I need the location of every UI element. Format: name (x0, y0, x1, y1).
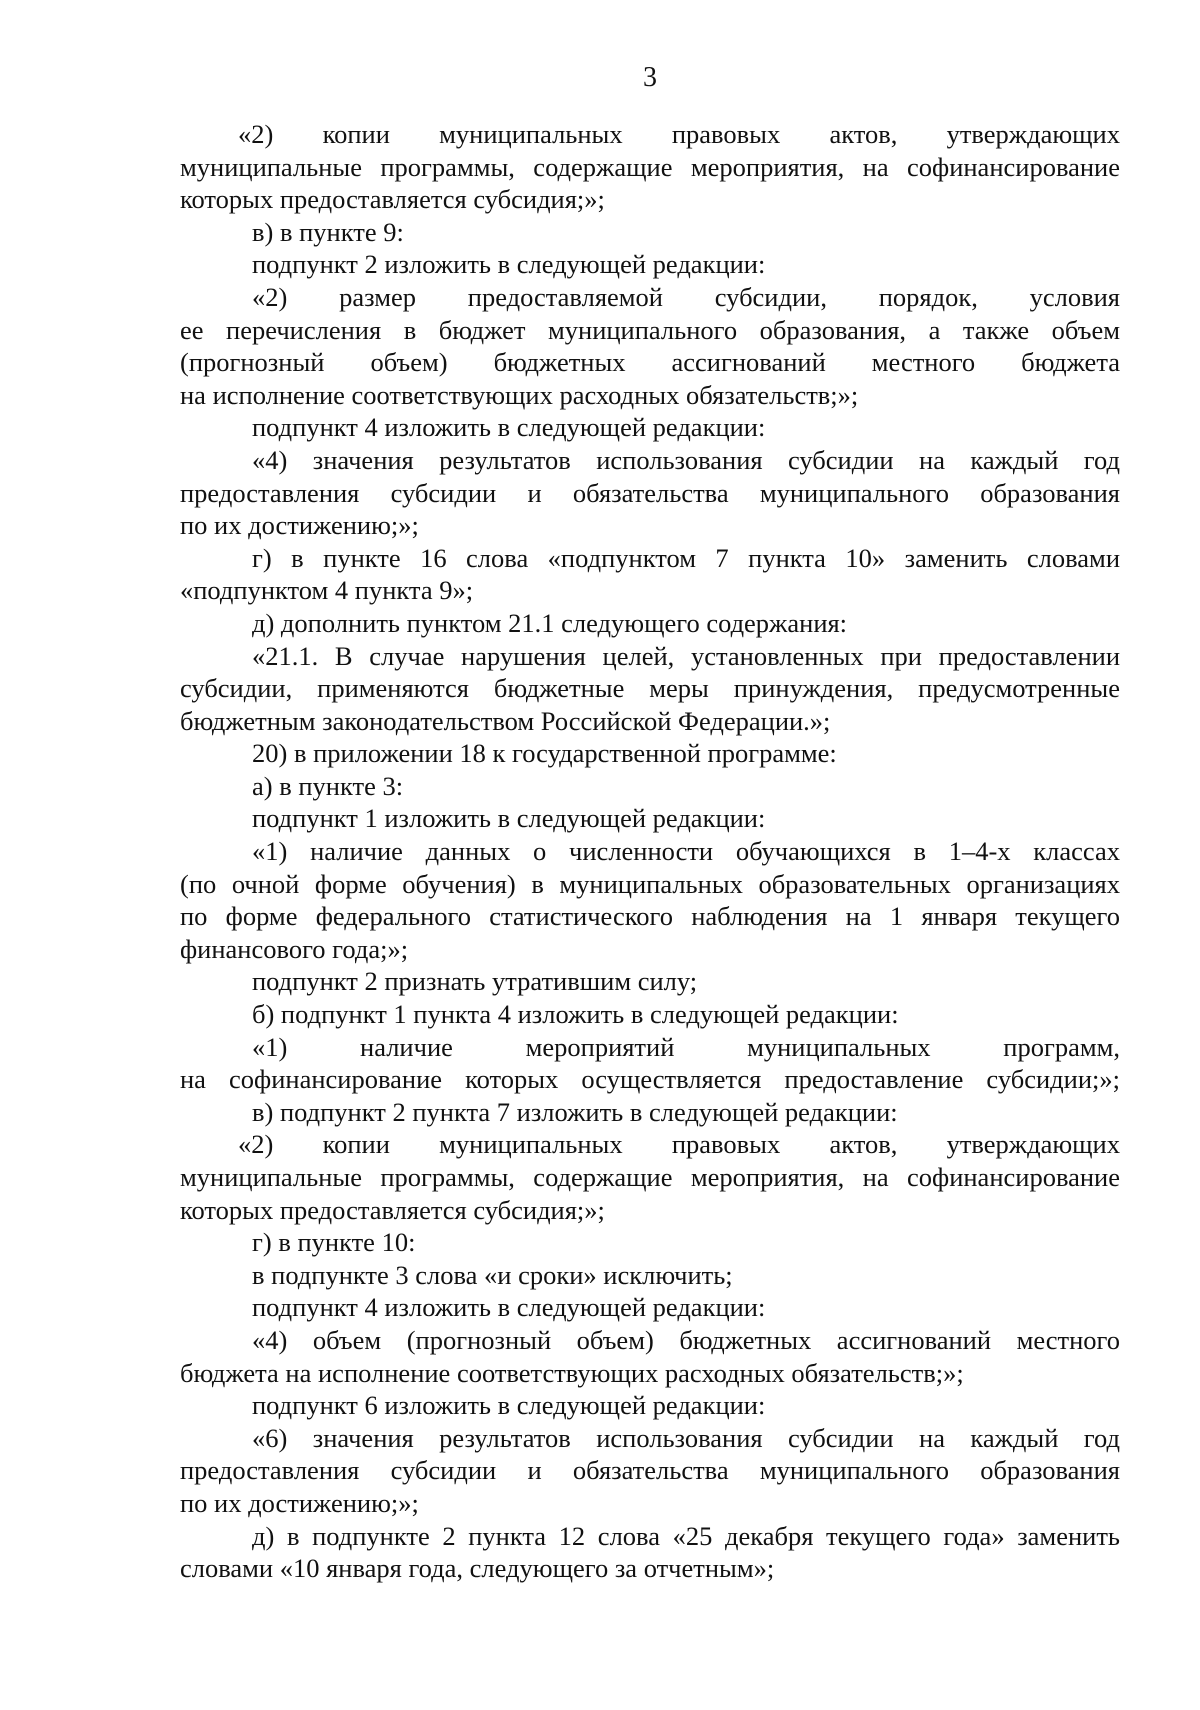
text-line: 20) в приложении 18 к государственной программе: (252, 738, 837, 769)
text-line: в) подпункт 2 пункта 7 изложить в следующей редакции: (252, 1096, 898, 1127)
text-line: «2) размер предоставляемой субсидии, порядок, условия (252, 281, 1120, 312)
text-line: на софинансирование которых осуществляется предоставление субсидии;»; (180, 1064, 1120, 1095)
text-line: которых предоставляется субсидия;»; (180, 1194, 605, 1225)
text-line: финансового года;»; (180, 933, 409, 964)
text-line: г) в пункте 16 слова «подпунктом 7 пункта 10» заменить словами (252, 542, 1120, 573)
text-line: «4) объем (прогнозный объем) бюджетных ассигнований местного (252, 1324, 1120, 1355)
text-line: г) в пункте 10: (252, 1227, 416, 1258)
text-line: по их достижению;»; (180, 510, 419, 541)
text-line: предоставления субсидии и обязательства муниципального образования (180, 1455, 1120, 1486)
text-line: словами «10 января года, следующего за отчетным»; (180, 1553, 775, 1584)
text-line: по форме федерального статистического наблюдения на 1 января текущего (180, 901, 1120, 932)
document-page (180, 62, 1120, 1585)
page-number: 3 (643, 62, 657, 93)
text-line: «2) копии муниципальных правовых актов, утверждающих (238, 1129, 1120, 1160)
text-line: подпункт 1 изложить в следующей редакции: (252, 803, 766, 834)
text-line: подпункт 4 изложить в следующей редакции: (252, 1292, 766, 1323)
text-line: на исполнение соответствующих расходных обязательств;»; (180, 379, 859, 410)
text-line: подпункт 6 изложить в следующей редакции: (252, 1390, 766, 1421)
text-line: подпункт 4 изложить в следующей редакции: (252, 412, 766, 443)
text-line: подпункт 2 изложить в следующей редакции: (252, 249, 766, 280)
text-line: «2) копии муниципальных правовых актов, утверждающих (238, 119, 1120, 149)
text-line: бюджетным законодательством Российской Федерации.»; (180, 705, 831, 736)
text-line: ее перечисления в бюджет муниципального образования, а также объем (180, 314, 1120, 345)
document-body (180, 118, 1120, 1585)
text-line: «6) значения результатов использования субсидии на каждый год (252, 1422, 1120, 1453)
text-line: предоставления субсидии и обязательства муниципального образования (180, 477, 1120, 508)
text-line: в подпункте 3 слова «и сроки» исключить; (252, 1259, 733, 1290)
text-line: подпункт 2 признать утратившим силу; (252, 966, 698, 997)
text-line: (прогнозный объем) бюджетных ассигнований местного бюджета (180, 347, 1120, 378)
text-line: а) в пункте 3: (252, 770, 404, 801)
text-line: муниципальные программы, содержащие мероприятия, на софинансирование (180, 151, 1120, 182)
text-line: «1) наличие мероприятий муниципальных программ, (252, 1031, 1120, 1062)
text-line: «1) наличие данных о численности обучающихся в 1–4-х классах (252, 836, 1120, 867)
text-line: б) подпункт 1 пункта 4 изложить в следующей редакции: (252, 999, 899, 1030)
text-line: д) дополнить пунктом 21.1 следующего содержания: (252, 607, 848, 638)
text-line: д) в подпункте 2 пункта 12 слова «25 декабря текущего года» заменить (252, 1520, 1120, 1551)
text-line: муниципальные программы, содержащие мероприятия, на софинансирование (180, 1162, 1120, 1192)
text-line: «4) значения результатов использования субсидии на каждый год (252, 444, 1120, 475)
text-line: по их достижению;»; (180, 1487, 419, 1518)
text-line: которых предоставляется субсидия;»; (180, 184, 605, 215)
text-line: «21.1. В случае нарушения целей, установленных при предоставлении (252, 640, 1120, 671)
text-line: в) в пункте 9: (252, 216, 404, 247)
text-line: субсидии, применяются бюджетные меры принуждения, предусмотренные (180, 673, 1120, 704)
text-line: «подпунктом 4 пункта 9»; (180, 575, 474, 606)
text-line: бюджета на исполнение соответствующих расходных обязательств;»; (180, 1357, 964, 1388)
text-line: (по очной форме обучения) в муниципальных образовательных организациях (180, 868, 1120, 899)
